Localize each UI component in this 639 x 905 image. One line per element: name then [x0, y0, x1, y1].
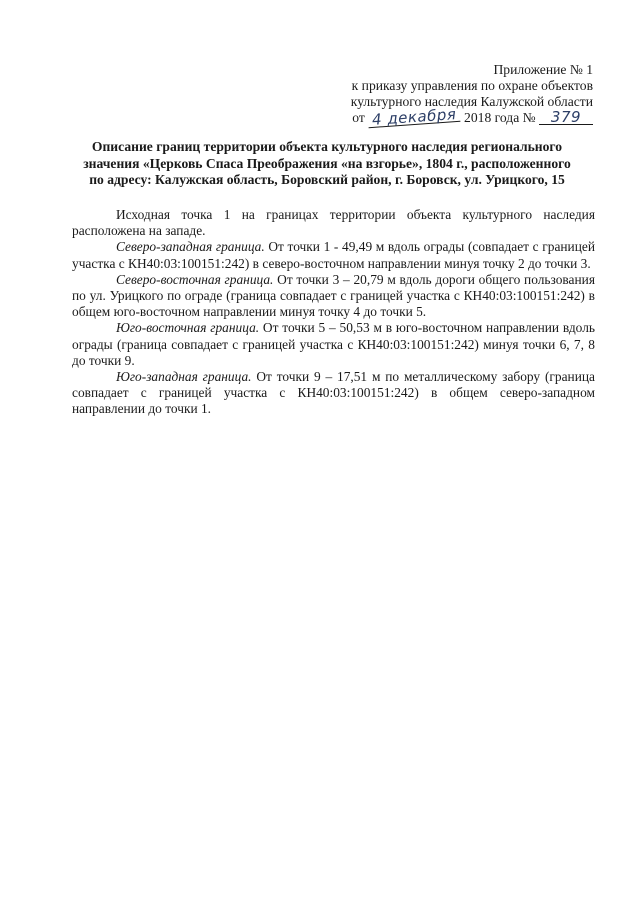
paragraph-southeast — [72, 320, 595, 369]
document-body — [72, 207, 595, 418]
paragraph-text: От точки 5 – 50,53 м в юго-восточном направлении вдоль ограды (граница совпадает с границей участка с КН40:03:100151:242) минуя точки 6, 7, 8 до точки 9. — [72, 320, 595, 368]
handwritten-date: 4 декабря — [368, 107, 461, 128]
paragraph-northeast — [72, 272, 595, 321]
appendix-date-line — [323, 105, 593, 129]
boundary-label: Юго-западная граница. — [116, 369, 252, 385]
paragraph-northwest — [72, 239, 595, 271]
paragraph-text: Исходная точка 1 на границах территории объекта культурного наследия расположена на западе. — [72, 207, 595, 239]
paragraph-southwest — [72, 369, 595, 418]
paragraph-text: От точки 3 – 20,79 м вдоль дороги общего пользования по ул. Урицкого по ограде (граница совпадает с границей участка с КН40:03:100151:242) в общем юго-восточном направлении минуя точку 4 до точки 5. — [72, 271, 595, 320]
appendix-header — [323, 62, 593, 129]
paragraph-text: От точки 1 - 49,49 м вдоль ограды (совпадает с границей участка с КН40:03:100151:242) в северо-восточном направлении минуя точку 2 до точки 3. — [72, 239, 595, 271]
title-line-1: Описание границ территории объекта культурного наследия регионального — [91, 139, 563, 154]
boundary-label: Северо-восточная граница. — [116, 271, 274, 287]
appendix-order-ref: к приказу управления по охране объектов — [351, 78, 593, 93]
document-title — [72, 139, 582, 189]
handwritten-order-number: 379 — [539, 110, 593, 125]
title-line-3: по адресу: Калужская область, Боровский район, г. Боровск, ул. Урицкого, 15 — [89, 172, 565, 187]
paragraph-text: От точки 9 – 17,51 м по металлическому забору (граница совпадает с границей участка с КН40:03:100151:242) в общем северо-западном направлении до точки 1. — [72, 369, 595, 417]
appendix-authority: культурного наследия Калужской области — [350, 94, 593, 109]
title-line-2: значения «Церковь Спаса Преображения «на взгорье», 1804 г., расположенного — [83, 155, 571, 171]
paragraph-start-point — [72, 207, 595, 239]
appendix-number: Приложение № 1 — [493, 62, 593, 77]
boundary-label: Северо-западная граница. — [116, 239, 265, 255]
boundary-label: Юго-восточная граница. — [116, 320, 260, 336]
date-prefix: от — [352, 110, 365, 125]
year-text: 2018 года № — [464, 110, 536, 125]
